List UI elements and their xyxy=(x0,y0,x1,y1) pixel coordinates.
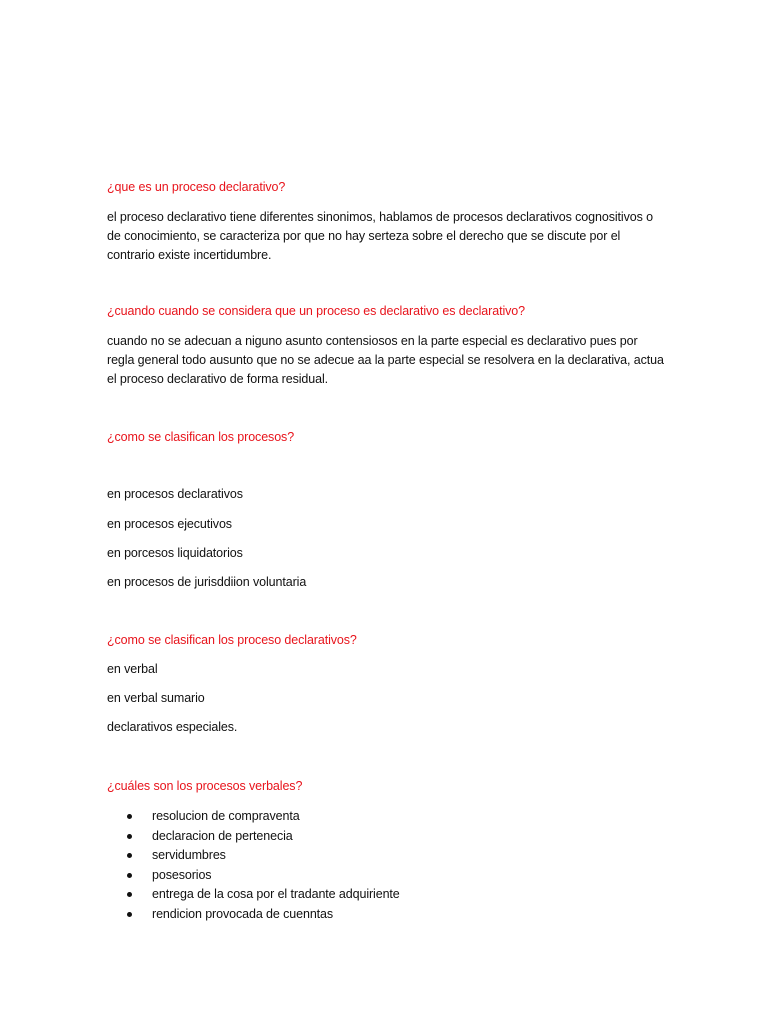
list-item: en procesos declarativos xyxy=(107,487,243,501)
question-heading: ¿como se clasifican los proceso declarativos? xyxy=(107,633,357,647)
list-item: en procesos ejecutivos xyxy=(107,517,232,531)
bullet-icon xyxy=(127,912,132,917)
bullet-text: posesorios xyxy=(152,867,212,882)
answer-paragraph: cuando no se adecuan a niguno asunto contensiosos en la parte especial es declarativo pues por regla general todo ausunto que no se adecue aa la parte especial se resolvera en la declarativa, actua el proceso declarativo de forma residual. xyxy=(107,334,664,386)
bullet-text: resolucion de compraventa xyxy=(152,809,300,823)
question-heading: ¿cuáles son los procesos verbales? xyxy=(107,779,303,793)
list-item: declarativos especiales. xyxy=(107,720,238,734)
list-item: en procesos de jurisddiion voluntaria xyxy=(107,575,307,589)
list-item: en porcesos liquidatorios xyxy=(107,546,243,560)
bullet-text: servidumbres xyxy=(152,848,226,862)
question-heading: ¿cuando cuando se considera que un proceso es declarativo es declarativo? xyxy=(107,304,525,318)
answer-paragraph: el proceso declarativo tiene diferentes sinonimos, hablamos de procesos declarativos cognositivos o de conocimiento, se caracteriza por que no hay serteza sobre el derecho que se discute por el contrario existe incertidumbre. xyxy=(107,210,653,262)
list-item: en verbal sumario xyxy=(107,691,205,705)
bullet-icon xyxy=(127,873,132,878)
question-heading: ¿como se clasifican los procesos? xyxy=(107,430,295,444)
bullet-text: entrega de la cosa por el tradante adquiriente xyxy=(152,887,400,901)
question-heading: ¿que es un proceso declarativo? xyxy=(107,180,286,194)
bullet-icon xyxy=(127,814,132,819)
bullet-icon xyxy=(127,853,132,858)
bullet-text: declaracion de pertenecia xyxy=(152,828,293,843)
list-item: en verbal xyxy=(107,662,158,676)
bullet-icon xyxy=(127,892,132,897)
bullet-text: rendicion provocada de cuenntas xyxy=(152,906,334,921)
bullet-icon xyxy=(127,834,132,839)
